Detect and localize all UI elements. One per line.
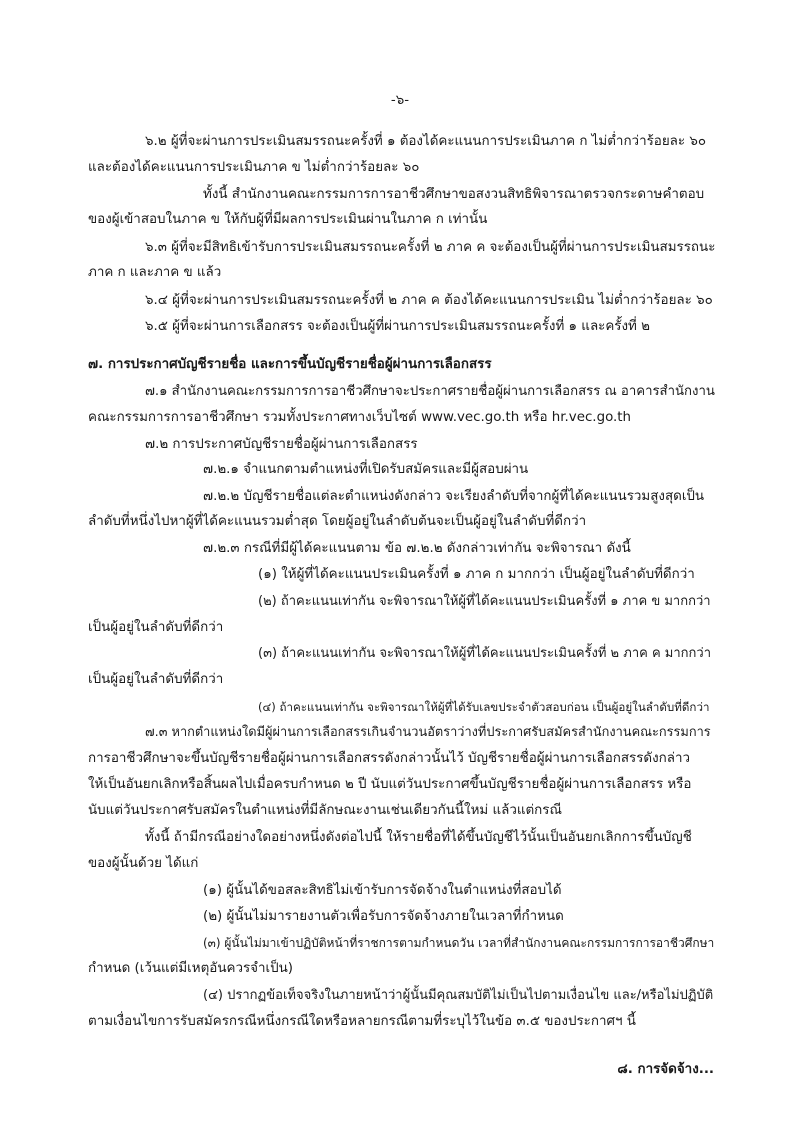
text-line: เป็นผู้อยู่ในลำดับที่ดีกว่า	[88, 620, 224, 635]
text-line: คณะกรรมการการอาชีวศึกษา รวมทั้งประกาศทางเว็บไซต์ www.vec.go.th หรือ hr.vec.go.th	[88, 410, 632, 425]
text-line-6-5: ๖.๕ ผู้ที่จะผ่านการเลือกสรร จะต้องเป็นผู้ที่ผ่านการประเมินสมรรถนะครั้งที่ ๑ และครั้งที่ ๒	[145, 319, 650, 334]
text-line: ลำดับที่หนึ่งไปหาผู้ที่ได้คะแนนรวมต่ำสุด โดยผู้อยู่ในลำดับต้นจะเป็นผู้อยู่ในลำดับที่ดีกว่า	[88, 514, 587, 529]
text-line: และต้องได้คะแนนการประเมินภาค ข ไม่ต่ำกว่าร้อยละ ๖๐	[88, 160, 420, 175]
text-line: ทั้งนี้ สำนักงานคณะกรรมการการอาชีวศึกษาขอสงวนสิทธิพิจารณาตรวจกระดาษคำตอบ	[203, 187, 705, 202]
text-line-6-2: ๖.๒ ผู้ที่จะผ่านการประเมินสมรรถนะครั้งที่ ๑ ต้องได้คะแนนการประเมินภาค ก ไม่ต่ำกว่าร้อยละ ๖๐	[145, 134, 707, 149]
text-line-7-1: ๗.๑ สำนักงานคณะกรรมการการอาชีวศึกษาจะประกาศรายชื่อผู้ผ่านการเลือกสรร ณ อาคารสำนักงาน	[145, 384, 715, 399]
text-line-item-2: (๒) ถ้าคะแนนเท่ากัน จะพิจารณาให้ผู้ที่ได้คะแนนประเมินครั้งที่ ๑ ภาค ข มากกว่า	[258, 594, 711, 609]
text-line: นับแต่วันประกาศรับสมัครในตำแหน่งที่มีลักษณะงานเช่นเดียวกันนี้ใหม่ แล้วแต่กรณี	[88, 803, 562, 818]
text-line-cancel-3: (๓) ผู้นั้นไม่มาเข้าปฏิบัติหน้าที่ราชการตามกำหนดวัน เวลาที่สำนักงานคณะกรรมการการอาชีวศึกษา	[203, 936, 715, 950]
text-line-7-2-2: ๗.๒.๒ บัญชีรายชื่อแต่ละตำแหน่งดังกล่าว จะเรียงลำดับที่จากผู้ที่ได้คะแนนรวมสูงสุดเป็น	[203, 489, 705, 504]
section-heading-7: ๗. การประกาศบัญชีรายชื่อ และการขึ้นบัญชีรายชื่อผู้ผ่านการเลือกสรร	[88, 357, 492, 372]
text-line: ทั้งนี้ ถ้ามีกรณีอย่างใดอย่างหนึ่งดังต่อไปนี้ ให้รายชื่อที่ได้ขึ้นบัญชีไว้นั้นเป็นอันยกเลิกการขึ้นบัญชี	[145, 830, 692, 845]
text-line: เป็นผู้อยู่ในลำดับที่ดีกว่า	[88, 672, 224, 687]
text-line: ของผู้เข้าสอบในภาค ข ให้กับผู้ที่มีผลการประเมินผ่านในภาค ก เท่านั้น	[88, 212, 488, 227]
text-line-cancel-2: (๒) ผู้นั้นไม่มารายงานตัวเพื่อรับการจัดจ้างภายในเวลาที่กำหนด	[203, 909, 564, 924]
text-line-6-3: ๖.๓ ผู้ที่จะมีสิทธิเข้ารับการประเมินสมรรถนะครั้งที่ ๒ ภาค ค จะต้องเป็นผู้ที่ผ่านการประเมินสมรรถนะ	[145, 240, 716, 255]
text-line-cancel-1: (๑) ผู้นั้นได้ขอสละสิทธิไม่เข้ารับการจัดจ้างในตำแหน่งที่สอบได้	[203, 883, 562, 898]
text-line: การอาชีวศึกษาจะขึ้นบัญชีรายชื่อผู้ผ่านการเลือกสรรดังกล่าวนั้นไว้ บัญชีรายชื่อผู้ผ่านการเลือกสรรดังกล่าว	[88, 751, 690, 766]
text-line-7-2-3: ๗.๒.๓ กรณีที่มีผู้ได้คะแนนตาม ข้อ ๗.๒.๒ ดังกล่าวเท่ากัน จะพิจารณา ดังนี้	[203, 541, 631, 556]
text-line-7-3: ๗.๓ หากตำแหน่งใดมีผู้ผ่านการเลือกสรรเกินจำนวนอัตราว่างที่ประกาศรับสมัครสำนักงานคณะกรรมการ	[145, 725, 711, 740]
text-line-item-3: (๓) ถ้าคะแนนเท่ากัน จะพิจารณาให้ผู้ที่ได้คะแนนประเมินครั้งที่ ๒ ภาค ค มากกว่า	[258, 646, 711, 661]
text-line: กำหนด (เว้นแต่มีเหตุอันควรจำเป็น)	[88, 961, 293, 976]
text-line: ภาค ก และภาค ข แล้ว	[88, 265, 222, 280]
text-line: ตามเงื่อนไขการรับสมัครกรณีหนึ่งกรณีใดหรือหลายกรณีตามที่ระบุไว้ในข้อ ๓.๕ ของประกาศฯ นี้	[88, 1014, 636, 1029]
text-line: ให้เป็นอันยกเลิกหรือสิ้นผลไปเมื่อครบกำหนด ๒ ปี นับแต่วันประกาศขึ้นบัญชีรายชื่อผู้ผ่านการเลือกสรร หรือ	[88, 777, 692, 792]
text-line-7-2: ๗.๒ การประกาศบัญชีรายชื่อผู้ผ่านการเลือกสรร	[145, 437, 418, 452]
text-line: ของผู้นั้นด้วย ได้แก่	[88, 856, 199, 871]
text-line-6-4: ๖.๔ ผู้ที่จะผ่านการประเมินสมรรถนะครั้งที่ ๒ ภาค ค ต้องได้คะแนนการประเมิน ไม่ต่ำกว่าร้อยละ ๖๐	[145, 293, 713, 308]
next-page-marker: ๘. การจัดจ้าง...	[617, 1062, 714, 1077]
text-line-7-2-1: ๗.๒.๑ จำแนกตามตำแหน่งที่เปิดรับสมัครและมีผู้สอบผ่าน	[203, 462, 529, 477]
page-number: -๖-	[390, 93, 410, 108]
text-line-item-4: (๔) ถ้าคะแนนเท่ากัน จะพิจารณาให้ผู้ที่ได้รับเลขประจำตัวสอบก่อน เป็นผู้อยู่ในลำดับที่ดีกว่า	[258, 700, 710, 714]
text-line-item-1: (๑) ให้ผู้ที่ได้คะแนนประเมินครั้งที่ ๑ ภาค ก มากกว่า เป็นผู้อยู่ในลำดับที่ดีกว่า	[258, 567, 695, 582]
text-line-cancel-4: (๔) ปรากฏข้อเท็จจริงในภายหน้าว่าผู้นั้นมีคุณสมบัติไม่เป็นไปตามเงื่อนไข และ/หรือไม่ปฏิบัติ	[203, 988, 714, 1003]
